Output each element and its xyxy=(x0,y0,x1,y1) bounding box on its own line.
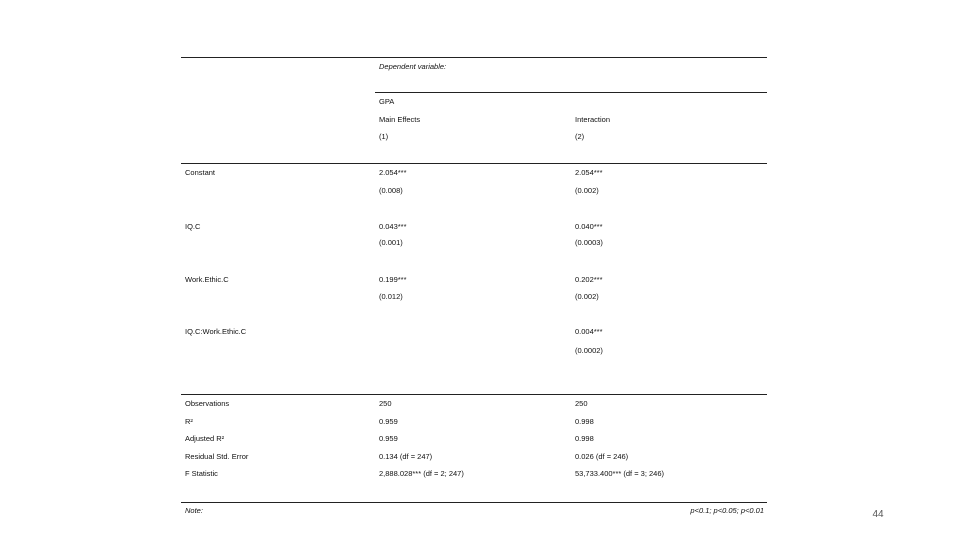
stat-observations-m2: 250 xyxy=(575,399,588,408)
stat-label-residual-se: Residual Std. Error xyxy=(185,452,249,461)
stat-label-r2: R² xyxy=(185,417,193,426)
stat-adj-r2-m2: 0.998 xyxy=(575,434,594,443)
coef-interaction-m2: 0.004*** xyxy=(575,327,603,336)
se-iq-m2: (0.0003) xyxy=(575,238,603,247)
coef-constant-m1: 2.054*** xyxy=(379,168,407,177)
stat-label-adj-r2: Adjusted R² xyxy=(185,434,225,443)
col1-number: (1) xyxy=(379,132,389,141)
stat-r2-m1: 0.959 xyxy=(379,417,398,426)
se-interaction-m2: (0.0002) xyxy=(575,346,603,355)
top-rule xyxy=(181,57,767,58)
col2-label: Interaction xyxy=(575,115,611,124)
col1-label: Main Effects xyxy=(379,115,421,124)
coef-iq-m1: 0.043*** xyxy=(379,222,407,231)
col2-number: (2) xyxy=(575,132,585,141)
row-label-interaction: IQ.C:Work.Ethic.C xyxy=(185,327,247,336)
stat-residual-se-m1: 0.134 (df = 247) xyxy=(379,452,433,461)
coef-work-ethic-m1: 0.199*** xyxy=(379,275,407,284)
se-constant-m1: (0.008) xyxy=(379,186,403,195)
dv-name: GPA xyxy=(379,97,395,106)
coef-constant-m2: 2.054*** xyxy=(575,168,603,177)
stat-residual-se-m2: 0.026 (df = 246) xyxy=(575,452,629,461)
stat-label-observations: Observations xyxy=(185,399,230,408)
page-number: 44 xyxy=(872,509,884,520)
stat-adj-r2-m1: 0.959 xyxy=(379,434,398,443)
row-label-constant: Constant xyxy=(185,168,216,177)
se-work-ethic-m2: (0.002) xyxy=(575,292,599,301)
stat-label-f-statistic: F Statistic xyxy=(185,469,218,478)
stat-observations-m1: 250 xyxy=(379,399,392,408)
bottom-rule xyxy=(181,502,767,503)
stats-rule xyxy=(181,394,767,395)
se-work-ethic-m1: (0.012) xyxy=(379,292,403,301)
se-iq-m1: (0.001) xyxy=(379,238,403,247)
significance-note: p<0.1; p<0.05; p<0.01 xyxy=(690,506,764,515)
row-label-work-ethic: Work.Ethic.C xyxy=(185,275,229,284)
dv-rule xyxy=(375,92,767,93)
coef-work-ethic-m2: 0.202*** xyxy=(575,275,603,284)
stat-f-statistic-m2: 53,733.400*** (df = 3; 246) xyxy=(575,469,665,478)
note-label: Note: xyxy=(185,506,203,515)
header-rule xyxy=(181,163,767,164)
se-constant-m2: (0.002) xyxy=(575,186,599,195)
coef-iq-m2: 0.040*** xyxy=(575,222,603,231)
stat-r2-m2: 0.998 xyxy=(575,417,594,426)
row-label-iq: IQ.C xyxy=(185,222,201,231)
dependent-variable-label: Dependent variable: xyxy=(379,62,447,71)
stat-f-statistic-m1: 2,888.028*** (df = 2; 247) xyxy=(379,469,464,478)
